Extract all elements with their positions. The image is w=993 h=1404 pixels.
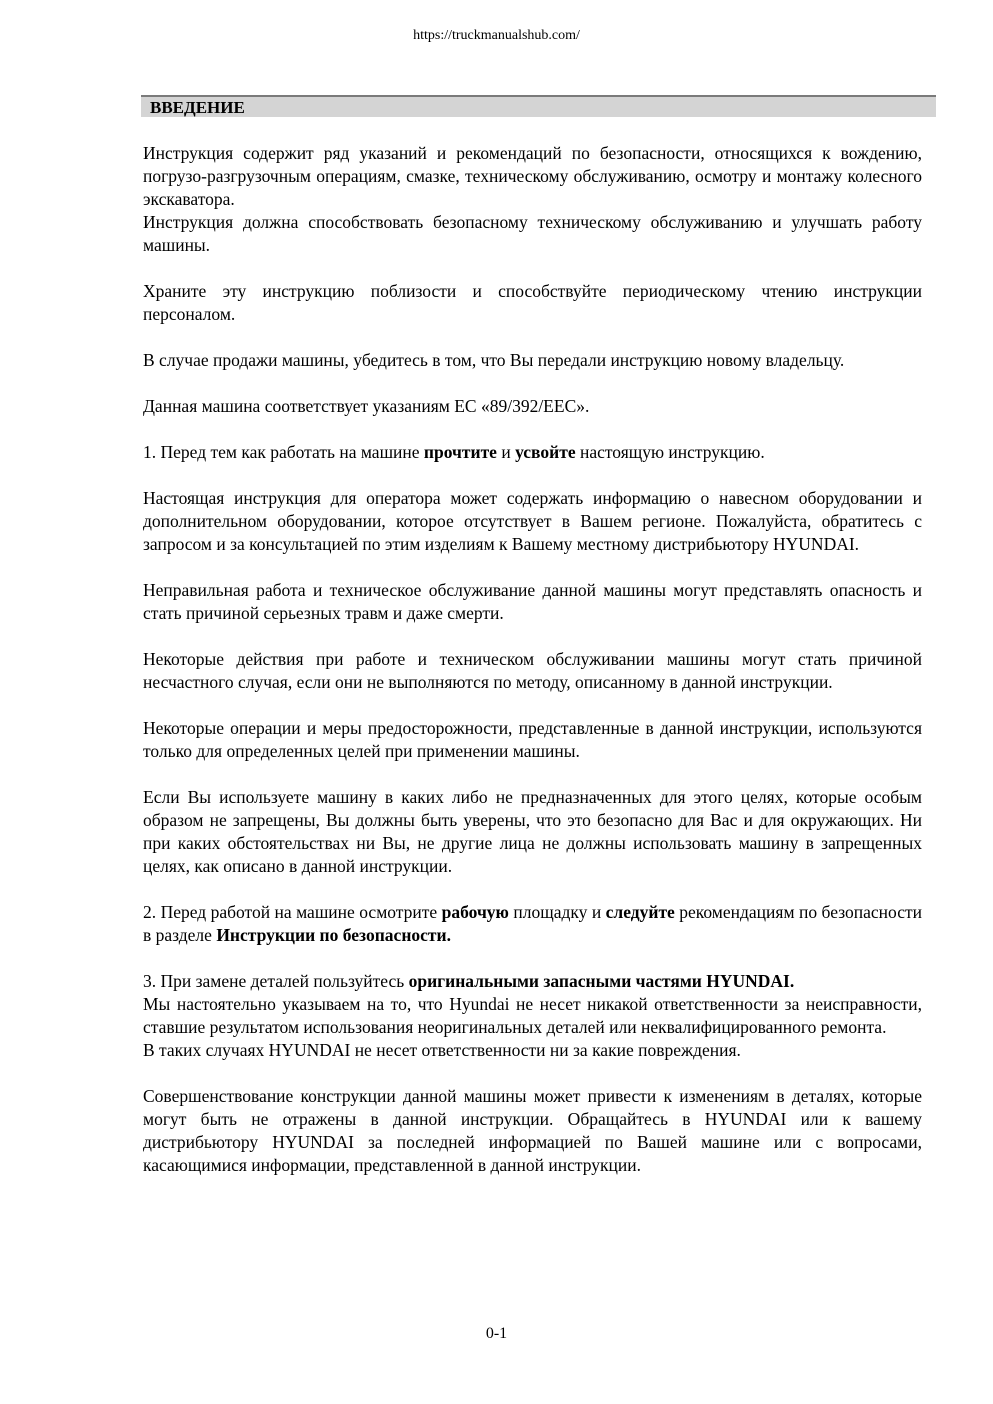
bold-span: Инструкции по безопасности. <box>216 925 451 945</box>
document-body <box>143 142 922 1200</box>
text-span: 2. Перед работой на машине осмотрите <box>143 902 442 922</box>
section-title: ВВЕДЕНИЕ <box>150 98 245 117</box>
paragraph-unintended-use: Если Вы используете машину в каких либо не предназначенных для этого целях, которые особым образом не запрещены, Вы должны быть уверены, что это безопасно для Вас и для окружающих. Ни при каких обстоятельствах ни Вы, не другие лица не должны использовать машину в запрещенных целях, как описано в данной инструкции. <box>143 787 922 876</box>
paragraph-item-2 <box>143 901 922 947</box>
text-span: площадку и <box>508 902 606 922</box>
paragraph-resale: В случае продажи машины, убедитесь в том, что Вы передали инструкцию новому владельцу. <box>143 350 845 370</box>
paragraph-improper-operation: Неправильная работа и техническое обслуживание данной машины могут представлять опасность и стать причиной серьезных травм и даже смерти. <box>143 580 922 623</box>
section-title-bar <box>141 95 936 117</box>
bold-span: прочтите <box>423 442 497 462</box>
bold-span: рабочую <box>441 902 509 922</box>
text-span: и <box>496 442 516 462</box>
text-span: рекомендациям по безопасности в разделе <box>143 902 922 945</box>
paragraph-ec-compliance: Данная машина соответствует указаниям ЕС «89/392/EEC». <box>143 396 590 416</box>
header-url: https://truckmanualshub.com/ <box>413 28 580 43</box>
text-span: настоящую инструкцию. <box>575 442 765 462</box>
bold-span: следуйте <box>605 902 675 922</box>
paragraph-accidents: Некоторые действия при работе и техническом обслуживании машины могут стать причиной несчастного случая, если они не выполняются по методу, описанному в данной инструкции. <box>143 649 922 692</box>
paragraph-improvements: Совершенствование конструкции данной машины может привести к изменениям в деталях, которые могут быть не отражены в данной инструкции. Обращайтесь в HYUNDAI или к вашему дистрибьютору HYUNDAI за последней информацией по Вашей машине или с вопросами, касающимися информации, представленной в данной инструкции. <box>143 1086 922 1175</box>
paragraph-intro-1: Инструкция содержит ряд указаний и рекомендаций по безопасности, относящихся к вождению, погрузо-разгрузочным операциям, смазке, техническому обслуживанию, осмотру и монтажу колесного экскаватора. <box>143 143 922 209</box>
bold-span: оригинальными запасными частями HYUNDAI. <box>408 971 795 991</box>
paragraph-optional-equipment: Настоящая инструкция для оператора может содержать информацию о навесном оборудовании и дополнительном оборудовании, которое отсутствует в Вашем регионе. Пожалуйста, обратитесь с запросом и за консультацией по этим изделиям к Вашему местному дистрибьютору HYUNDAI. <box>143 488 922 554</box>
paragraph-item-3 <box>143 970 922 993</box>
paragraph-keep-manual: Храните эту инструкцию поблизости и способствуйте периодическому чтению инструкции персоналом. <box>143 281 922 324</box>
paragraph-operations: Некоторые операции и меры предосторожности, представленные в данной инструкции, используются только для определенных целей при применении машины. <box>143 718 922 761</box>
bold-span: усвойте <box>515 442 576 462</box>
text-span: 3. При замене деталей пользуйтесь <box>143 971 409 991</box>
paragraph-item-1 <box>143 441 922 464</box>
text-span: 1. Перед тем как работать на машине <box>143 442 424 462</box>
paragraph-liability: Мы настоятельно указываем на то, что Hyundai не несет никакой ответственности за неисправности, ставшие результатом использования неоригинальных деталей или неквалифицированного ремонта. <box>143 994 922 1037</box>
paragraph-no-responsibility: В таких случаях HYUNDAI не несет ответственности ни за какие повреждения. <box>143 1040 741 1060</box>
page-number: 0-1 <box>485 1325 508 1342</box>
paragraph-intro-2: Инструкция должна способствовать безопасному техническому обслуживанию и улучшать работу машины. <box>143 212 922 255</box>
